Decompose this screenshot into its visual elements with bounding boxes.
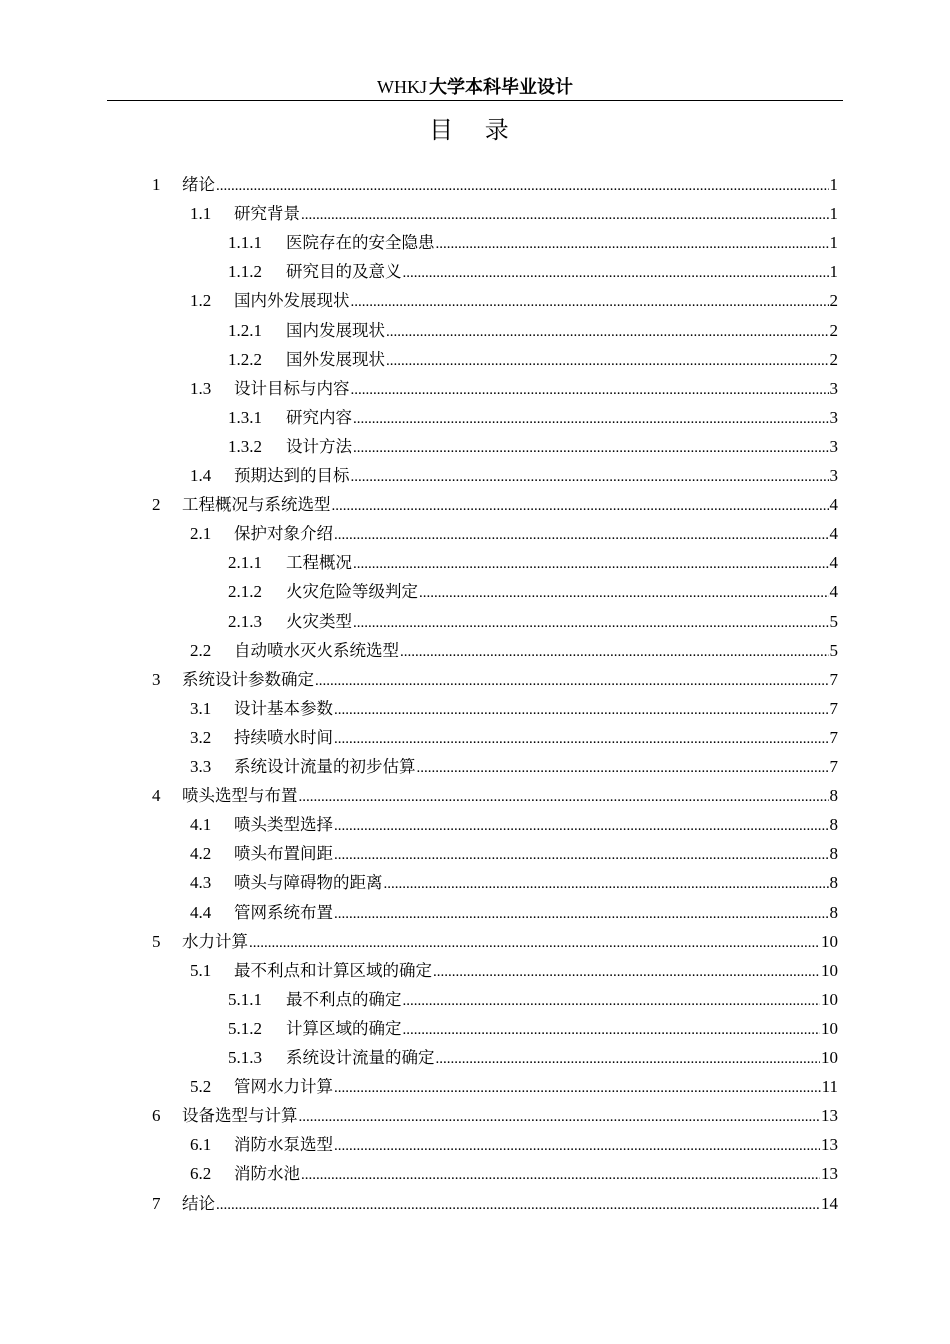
toc-entry-label: 喷头选型与布置 — [182, 786, 298, 806]
toc-dot-leader — [301, 199, 829, 228]
toc-entry[interactable] — [152, 1101, 838, 1130]
toc-entry-page: 8 — [829, 873, 838, 893]
toc-entry[interactable] — [228, 228, 838, 257]
toc-dot-leader — [384, 868, 829, 897]
toc-entry-page: 8 — [829, 815, 838, 835]
toc-entry-page: 11 — [821, 1077, 838, 1097]
toc-entry[interactable] — [152, 1189, 838, 1218]
toc-entry-number: 1.2 — [190, 291, 212, 311]
toc-entry[interactable] — [190, 723, 838, 752]
toc-dot-leader — [400, 636, 829, 665]
toc-entry-page: 5 — [829, 640, 838, 660]
toc-dot-leader — [249, 927, 820, 956]
toc-entry-number: 5.1 — [190, 960, 212, 980]
toc-entry[interactable] — [190, 286, 838, 315]
toc-entry-page: 3 — [829, 378, 838, 398]
toc-entry[interactable] — [228, 1043, 838, 1072]
toc-entry-label: 国外发展现状 — [286, 349, 385, 369]
toc-entry-label: 管网系统布置 — [234, 902, 333, 922]
toc-entry[interactable] — [228, 985, 838, 1014]
toc-dot-leader — [216, 1189, 820, 1218]
toc-entry-label: 预期达到的目标 — [234, 466, 350, 485]
toc-entry-label: 持续喷水时间 — [234, 727, 333, 747]
toc-entry-number: 6.1 — [190, 1135, 212, 1155]
toc-entry-label: 研究内容 — [286, 407, 352, 427]
toc-entry[interactable] — [228, 548, 838, 577]
toc-entry-number: 5.1.2 — [228, 1018, 262, 1038]
toc-dot-leader — [403, 257, 829, 286]
toc-dot-leader — [334, 723, 829, 752]
toc-entry-number: 5.1.1 — [228, 989, 262, 1009]
toc-entry-number: 2.2 — [190, 640, 212, 660]
toc-dot-leader — [334, 519, 829, 548]
toc-entry[interactable] — [190, 868, 838, 897]
toc-entry-label: 设计目标与内容 — [234, 378, 350, 398]
toc-entry-page: 7 — [829, 698, 838, 718]
toc-entry-label: 火灾危险等级判定 — [286, 582, 418, 602]
toc-entry[interactable] — [190, 956, 838, 985]
toc-entry-number: 6 — [152, 1106, 161, 1126]
toc-entry-page: 1 — [829, 233, 838, 253]
toc-entry-label: 研究目的及意义 — [286, 262, 402, 282]
toc-dot-leader — [351, 374, 829, 403]
toc-entry[interactable] — [190, 636, 838, 665]
toc-entry-label: 绪论 — [182, 175, 215, 194]
toc-entry-label: 喷头与障碍物的距离 — [234, 873, 383, 893]
toc-dot-leader — [334, 898, 829, 927]
toc-entry[interactable] — [228, 403, 838, 432]
toc-entry-number: 5.2 — [190, 1077, 212, 1097]
toc-dot-leader — [334, 694, 829, 723]
toc-entry-page: 2 — [829, 349, 838, 369]
toc-dot-leader — [419, 577, 829, 606]
toc-entry-page: 1 — [829, 262, 838, 282]
toc-entry-number: 1.3.2 — [228, 436, 262, 456]
toc-dot-leader — [433, 956, 820, 985]
toc-dot-leader — [301, 1159, 820, 1188]
toc-entry[interactable] — [228, 607, 838, 636]
toc-entry[interactable] — [228, 345, 838, 374]
toc-entry-page: 8 — [829, 786, 838, 806]
toc-entry-number: 1.2.1 — [228, 320, 262, 340]
toc-dot-leader — [436, 1043, 821, 1072]
toc-entry-page: 3 — [829, 466, 838, 485]
toc-dot-leader — [386, 345, 829, 374]
toc-dot-leader — [353, 607, 829, 636]
toc-entry-page: 2 — [829, 320, 838, 340]
toc-entry-page: 10 — [821, 1018, 838, 1038]
toc-dot-leader — [351, 286, 829, 315]
toc-entry-label: 设备选型与计算 — [182, 1106, 298, 1126]
toc-entry[interactable] — [152, 781, 838, 810]
toc-entry-page: 14 — [821, 1193, 838, 1213]
toc-entry-page: 4 — [829, 553, 838, 573]
toc-entry-page: 10 — [821, 931, 838, 951]
toc-entry-label: 最不利点的确定 — [286, 989, 402, 1009]
toc-entry[interactable] — [228, 432, 838, 461]
toc-entry-page: 8 — [829, 844, 838, 864]
toc-entry-label: 管网水力计算 — [234, 1077, 333, 1097]
toc-entry-number: 3.1 — [190, 698, 212, 718]
toc-entry[interactable] — [190, 1159, 838, 1188]
toc-entry-label: 系统设计流量的初步估算 — [234, 757, 416, 776]
toc-entry-number: 7 — [152, 1193, 161, 1213]
toc-entry-page: 8 — [829, 902, 838, 922]
toc-entry-label: 最不利点和计算区域的确定 — [234, 960, 432, 980]
toc-entry-number: 4.1 — [190, 815, 212, 835]
toc-entry-number: 2.1.1 — [228, 553, 262, 573]
toc-entry[interactable] — [152, 170, 838, 199]
toc-entry-number: 4 — [152, 786, 161, 806]
toc-entry-label: 设计方法 — [286, 436, 352, 456]
toc-entry-number: 5.1.3 — [228, 1048, 262, 1067]
toc-entry-page: 4 — [829, 524, 838, 544]
toc-entry-page: 5 — [829, 611, 838, 631]
toc-entry-page: 4 — [829, 582, 838, 602]
toc-entry[interactable] — [152, 927, 838, 956]
toc-entry-label: 消防水池 — [234, 1164, 300, 1184]
toc-entry[interactable] — [228, 316, 838, 345]
toc-entry[interactable] — [190, 839, 838, 868]
toc-entry-page: 4 — [829, 495, 838, 515]
toc-entry[interactable] — [190, 461, 838, 490]
toc-entry-number: 6.2 — [190, 1164, 212, 1184]
toc-entry-label: 水力计算 — [182, 931, 248, 951]
toc-entry-page: 7 — [829, 669, 838, 689]
toc-entry-label: 工程概况 — [286, 553, 352, 573]
toc-entry-label: 设计基本参数 — [234, 698, 333, 718]
toc-entry-label: 工程概况与系统选型 — [182, 495, 331, 515]
toc-entry-label: 自动喷水灭火系统选型 — [234, 640, 399, 660]
toc-dot-leader — [334, 1072, 821, 1101]
toc-entry-number: 1.1 — [190, 204, 212, 224]
toc-dot-leader — [299, 1101, 821, 1130]
toc-entry-label: 医院存在的安全隐患 — [286, 233, 435, 253]
toc-entry-number: 3.3 — [190, 757, 212, 776]
toc-entry-number: 2.1.2 — [228, 582, 262, 602]
toc-dot-leader — [353, 548, 829, 577]
toc-entry-number: 1.1.1 — [228, 233, 262, 253]
toc-entry-number: 1.4 — [190, 466, 212, 485]
toc-entry[interactable] — [152, 490, 838, 519]
toc-entry-number: 4.2 — [190, 844, 212, 864]
toc-entry-number: 3 — [152, 669, 161, 689]
toc-dot-leader — [353, 432, 829, 461]
toc-entry-page: 13 — [821, 1135, 838, 1155]
toc-entry[interactable] — [228, 1014, 838, 1043]
toc-dot-leader — [436, 228, 829, 257]
toc-dot-leader — [403, 985, 821, 1014]
toc-entry[interactable] — [190, 898, 838, 927]
toc-entry[interactable] — [152, 665, 838, 694]
page-header — [107, 74, 843, 101]
toc-entry-page: 2 — [829, 291, 838, 311]
toc-entry-label: 国内外发展现状 — [234, 291, 350, 311]
toc-dot-leader — [216, 170, 829, 199]
toc-entry[interactable] — [190, 810, 838, 839]
toc-entry-page: 7 — [829, 727, 838, 747]
toc-dot-leader — [353, 403, 829, 432]
toc-entry-number: 3.2 — [190, 727, 212, 747]
toc-entry-page: 7 — [829, 757, 838, 776]
toc-entry-label: 保护对象介绍 — [234, 524, 333, 544]
toc-dot-leader — [334, 1130, 820, 1159]
toc-entry-label: 火灾类型 — [286, 611, 352, 631]
toc-entry-label: 计算区域的确定 — [286, 1018, 402, 1038]
toc-entry[interactable] — [190, 752, 838, 781]
toc-entry-page: 10 — [821, 1048, 838, 1067]
toc-entry-label: 喷头布置间距 — [234, 844, 333, 864]
toc-entry-label: 系统设计参数确定 — [182, 669, 314, 689]
toc-entry-number: 2.1.3 — [228, 611, 262, 631]
toc-entry-number: 1.3.1 — [228, 407, 262, 427]
toc-entry-number: 1 — [152, 175, 161, 194]
toc-entry-label: 系统设计流量的确定 — [286, 1048, 435, 1067]
toc-dot-leader — [332, 490, 829, 519]
toc-entry-number: 4.3 — [190, 873, 212, 893]
toc-entry-label: 国内发展现状 — [286, 320, 385, 340]
toc-entry-page: 10 — [821, 989, 838, 1009]
header-title: 大学本科毕业设计 — [429, 77, 573, 98]
toc-entry[interactable] — [228, 577, 838, 606]
toc-entry-page: 13 — [821, 1106, 838, 1126]
toc-entry-number: 1.3 — [190, 378, 212, 398]
toc-entry[interactable] — [190, 199, 838, 228]
toc-entry-page: 3 — [829, 407, 838, 427]
toc-entry[interactable] — [228, 257, 838, 286]
toc-entry[interactable] — [190, 694, 838, 723]
toc-dot-leader — [417, 752, 829, 781]
toc-entry-number: 2.1 — [190, 524, 212, 544]
toc-entry-label: 结论 — [182, 1193, 215, 1213]
header-latin: WHKJ — [377, 77, 427, 97]
toc-entry-label: 研究背景 — [234, 204, 300, 224]
toc-entry-number: 4.4 — [190, 902, 212, 922]
toc-dot-leader — [386, 316, 829, 345]
toc-entry-label: 喷头类型选择 — [234, 815, 333, 835]
toc-entry-number: 1.1.2 — [228, 262, 262, 282]
toc-entry-number: 5 — [152, 931, 161, 951]
toc-entry-page: 10 — [821, 960, 838, 980]
toc-entry-page: 3 — [829, 436, 838, 456]
toc-entry-number: 1.2.2 — [228, 349, 262, 369]
toc-entry-number: 2 — [152, 495, 161, 515]
toc-dot-leader — [334, 810, 829, 839]
toc-entry-page: 1 — [829, 175, 838, 194]
toc-dot-leader — [299, 781, 829, 810]
page-title: 目 录 — [429, 116, 521, 144]
toc-entry[interactable] — [190, 1072, 838, 1101]
toc-entry-label: 消防水泵选型 — [234, 1135, 333, 1155]
toc-dot-leader — [351, 461, 829, 490]
toc-dot-leader — [403, 1014, 821, 1043]
toc-dot-leader — [334, 839, 829, 868]
toc-entry-page: 13 — [821, 1164, 838, 1184]
toc-entry[interactable] — [190, 519, 838, 548]
toc-dot-leader — [315, 665, 829, 694]
toc-entry[interactable] — [190, 374, 838, 403]
toc-entry-page: 1 — [829, 204, 838, 224]
toc-entry[interactable] — [190, 1130, 838, 1159]
